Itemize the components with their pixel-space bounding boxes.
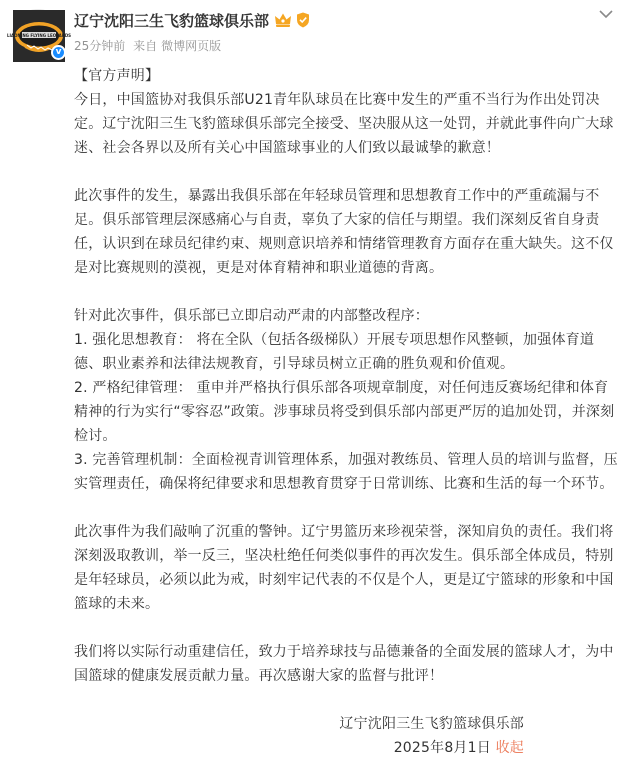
post-meta [74, 37, 225, 54]
post-source[interactable]: 微博网页版 [161, 39, 222, 53]
account-name[interactable]: 辽宁沈阳三生飞豹篮球俱乐部 [74, 12, 270, 30]
measure-item-3: 3. 完善管理机制：全面检视青训管理体系，加强对教练员、管理人员的培训与监督，压实管理责任，确保将纪律要求和思想教育贯穿于日常训练、比赛和生活的每一个环节。 [74, 452, 618, 492]
crown-badge-icon[interactable] [274, 12, 292, 28]
chevron-down-icon[interactable] [596, 7, 616, 21]
post-date: 2025年8月1日 [393, 740, 491, 756]
paragraph-reflection: 此次事件的发生，暴露出我俱乐部在年轻球员管理和思想教育工作中的严重疏漏与不足。俱乐部管理层深感痛心与自责，辜负了大家的信任与期望。我们深刻反省自身责任，认识到在球员纪律约束、规则意识培养和情绪管理教育方面存在重大缺失。这不仅是对比赛规则的漠视，更是对体育精神和职业道德的背离。 [74, 188, 614, 276]
post-content [74, 64, 620, 760]
post-header [0, 0, 627, 60]
post-heading: 【官方声明】 [74, 68, 160, 84]
paragraph-warning: 此次事件为我们敲响了沉重的警钟。辽宁男篮历来珍视荣誉，深知肩负的责任。我们将深刻汲取教训，举一反三，坚决杜绝任何类似事件的再次发生。俱乐部全体成员，特别是年轻球员，必须以此为戒，时刻牢记代表的不仅是个人，更是辽宁篮球的形象和中国篮球的未来。 [74, 524, 614, 612]
post-time[interactable]: 25分钟前 [74, 39, 126, 53]
collapse-link[interactable]: 收起 [495, 740, 524, 756]
source-prefix: 来自 [133, 39, 158, 53]
paragraph-commitment: 我们将以实际行动重建信任，致力于培养球技与品德兼备的全面发展的篮球人才，为中国篮球的健康发展贡献力量。再次感谢大家的监督与批评！ [74, 644, 614, 684]
measure-item-1: 1. 强化思想教育： 将在全队（包括各级梯队）开展专项思想作风整顿，加强体育道德、职业素养和法律法规教育，引导球员树立正确的胜负观和价值观。 [74, 332, 595, 372]
verified-shield-icon[interactable] [296, 12, 310, 28]
paragraph-apology: 今日，中国篮协对我俱乐部U21青年队球员在比赛中发生的严重不当行为作出处罚决定。辽宁沈阳三生飞豹篮球俱乐部完全接受、坚决服从这一处罚，并就此事件向广大球迷、社会各界以及所有关心中国篮球事业的人们致以最诚挚的歉意！ [74, 92, 614, 156]
paragraph-measures-intro: 针对此次事件，俱乐部已立即启动严肃的内部整改程序： [74, 308, 429, 324]
date-line [74, 736, 620, 760]
verified-v-icon: v [51, 45, 66, 60]
signature: 辽宁沈阳三生飞豹篮球俱乐部 [339, 716, 524, 732]
measure-item-2: 2. 严格纪律管理： 重申并严格执行俱乐部各项规章制度，对任何违反赛场纪律和体育精神的行为实行“零容忍”政策。涉事球员将受到俱乐部内部更严厉的追加处罚，并深刻检讨。 [74, 380, 615, 444]
avatar-logo-text: LIAONING FLYING LEOPARDS [6, 33, 72, 38]
